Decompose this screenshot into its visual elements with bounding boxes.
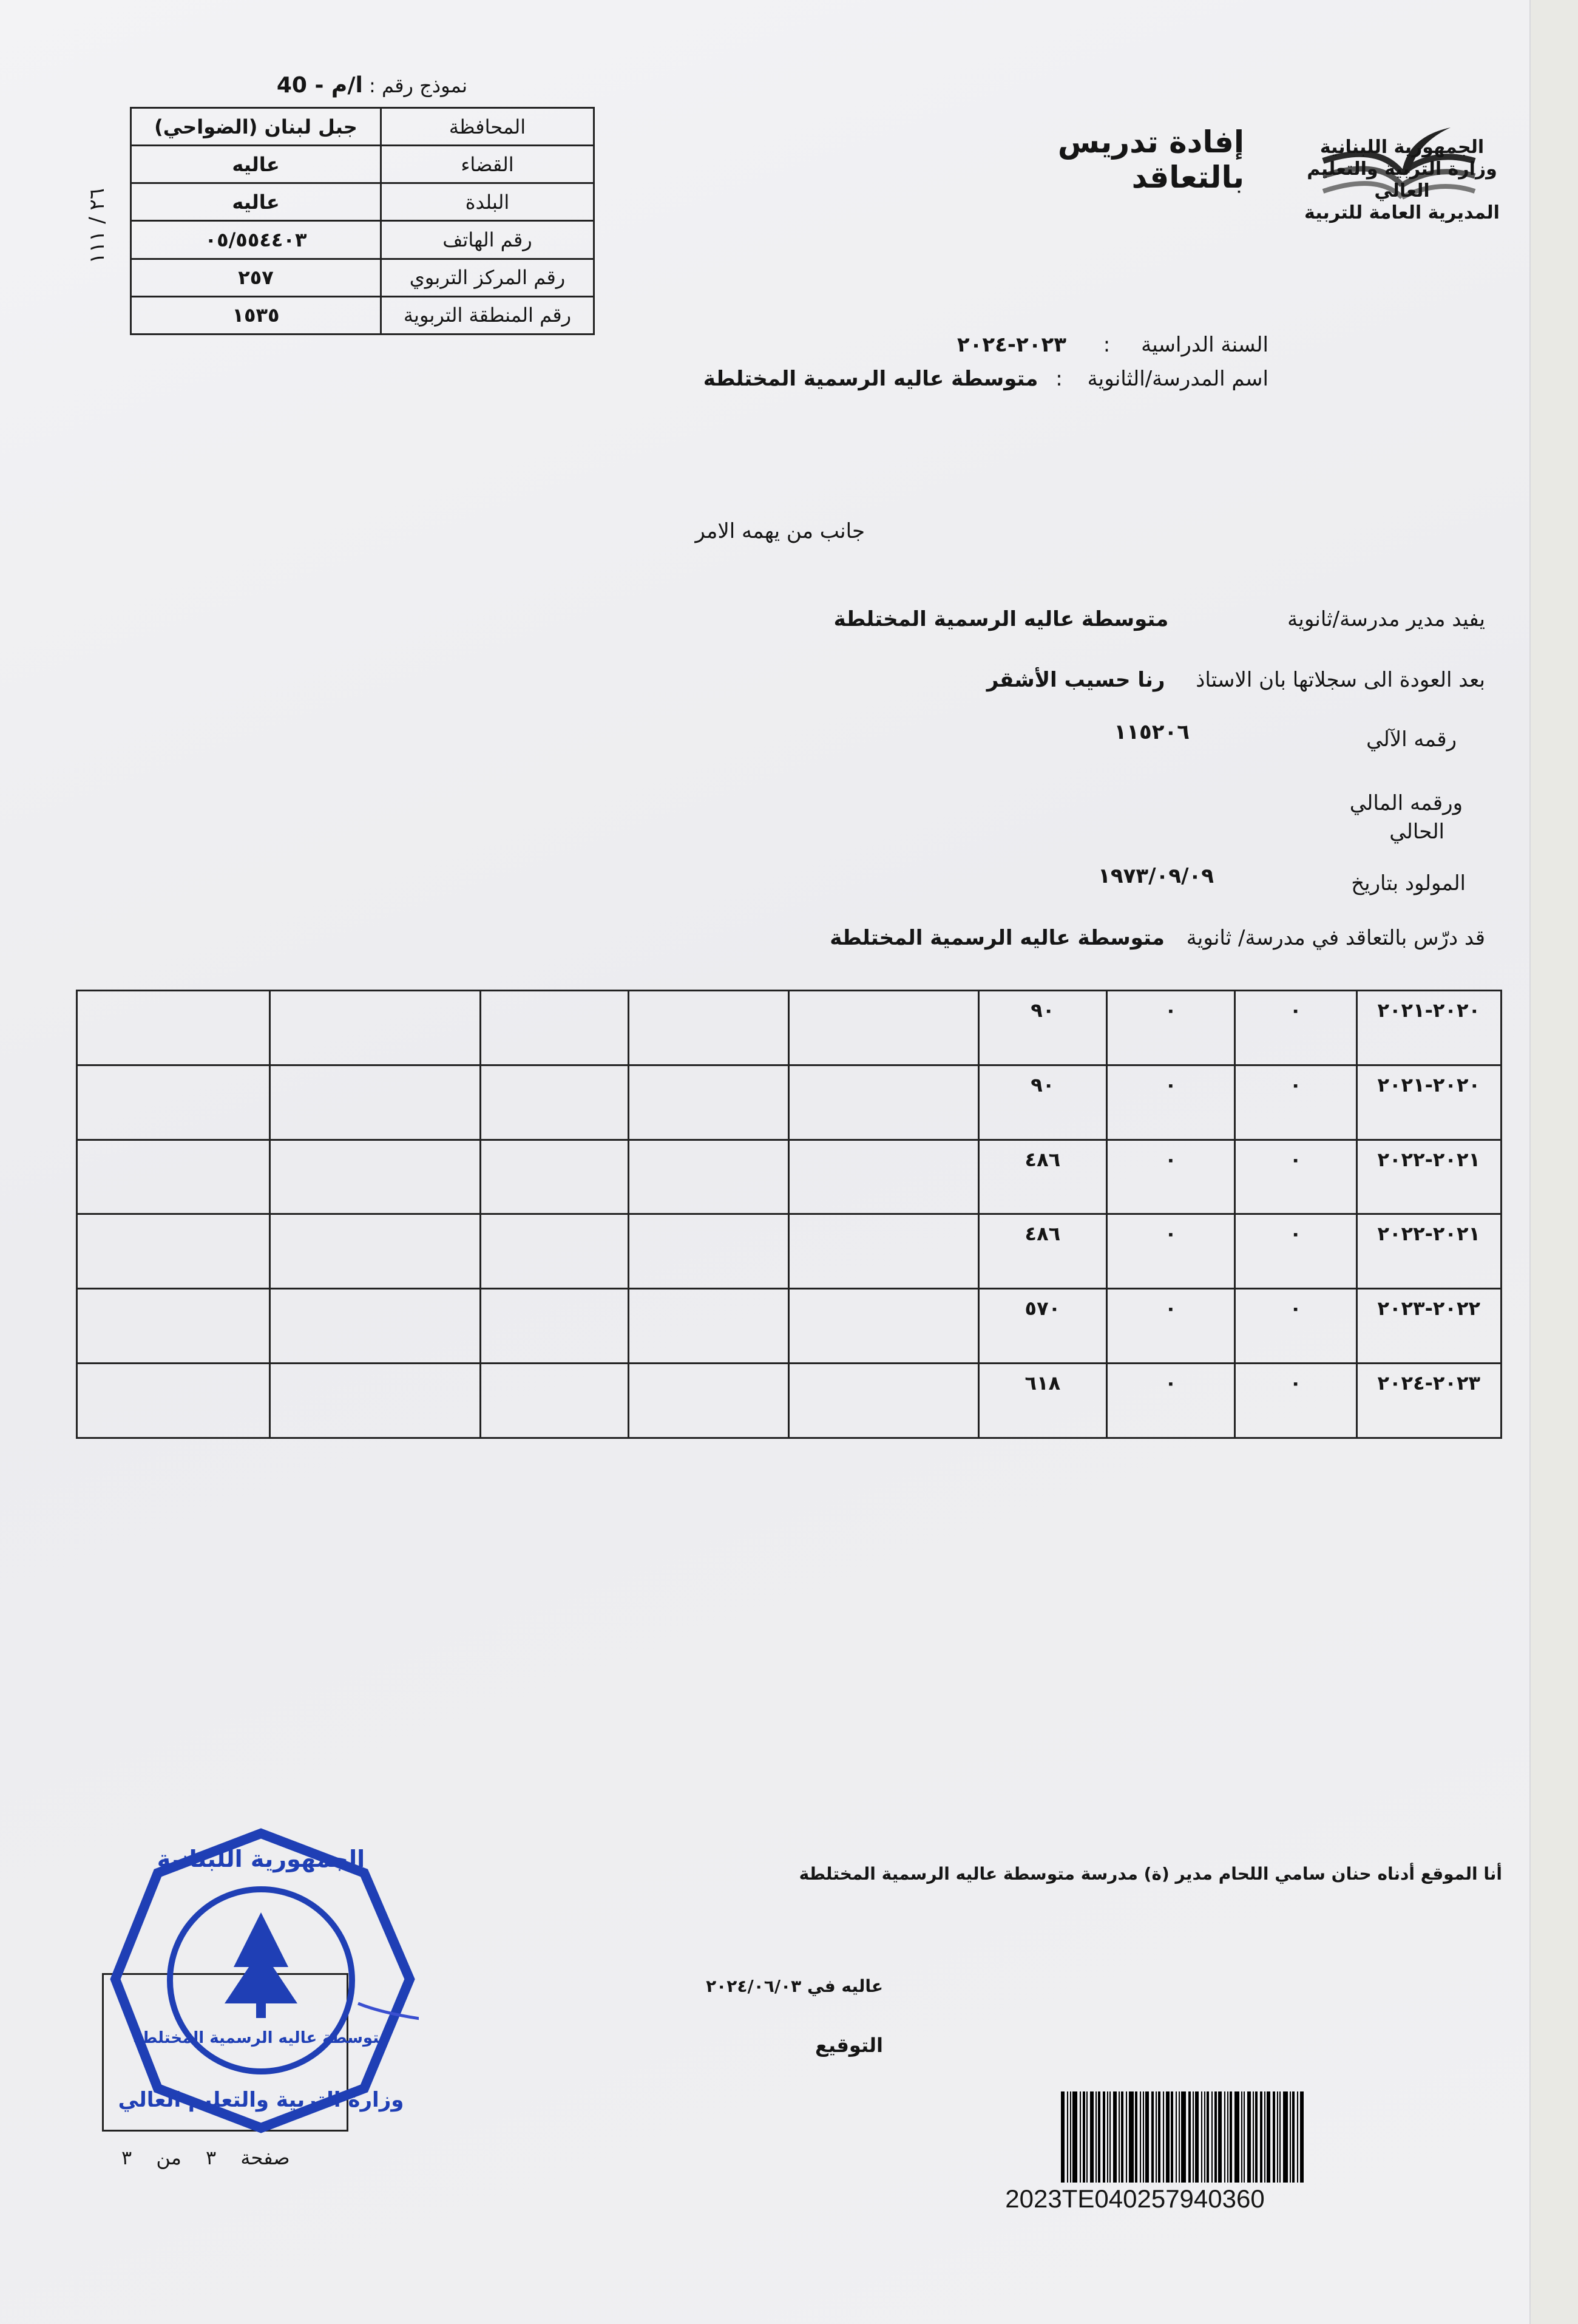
barcode-bar — [1227, 2091, 1228, 2183]
barcode-bar — [1290, 2091, 1291, 2183]
record-cell: ٠ — [1107, 1065, 1235, 1140]
record-cell: ٠ — [1107, 1214, 1235, 1289]
record-cell — [480, 991, 628, 1065]
separator: : — [1055, 367, 1063, 391]
barcode-bar — [1098, 2091, 1100, 2183]
record-year-cell: ٢٠٢٣-٢٠٢٤ — [1356, 1364, 1501, 1438]
barcode-bar — [1067, 2091, 1068, 2183]
info-value: جبل لبنان (الضواحي) — [131, 108, 381, 146]
page-number — [121, 2146, 290, 2169]
record-cell: ٩٠ — [978, 1065, 1107, 1140]
taught-school-value: متوسطة عاليه الرسمية المختلطة — [830, 926, 1165, 950]
barcode-bar — [1255, 2091, 1258, 2183]
info-table — [130, 107, 595, 335]
barcode-bar — [1090, 2091, 1094, 2183]
record-row — [77, 1214, 1502, 1289]
barcode-bar — [1119, 2091, 1120, 2183]
barcode-bar — [1179, 2091, 1180, 2183]
barcode-bar — [1129, 2091, 1134, 2183]
barcode-bar — [1171, 2091, 1173, 2183]
info-row — [131, 259, 594, 296]
record-year-cell: ٢٠٢١-٢٠٢٢ — [1356, 1140, 1501, 1214]
record-cell — [480, 1364, 628, 1438]
date-line: عاليه في ٢٠٢٤/٠٦/٠٣ — [706, 1976, 883, 1996]
record-cell: ٠ — [1234, 1214, 1356, 1289]
barcode-bar — [1158, 2091, 1160, 2183]
record-cell: ٠ — [1234, 991, 1356, 1065]
official-stamp-icon — [103, 1821, 419, 2137]
barcode-bar — [1080, 2091, 1081, 2183]
barcode-bar — [1176, 2091, 1177, 2183]
record-cell — [788, 1065, 978, 1140]
info-label: البلدة — [381, 183, 594, 221]
barcode-bar — [1273, 2091, 1275, 2183]
record-row — [77, 1364, 1502, 1438]
info-value: ٢٥٧ — [131, 259, 381, 296]
record-cell: ٠ — [1234, 1289, 1356, 1364]
document-title: إفادة تدريس بالتعاقد — [1057, 124, 1244, 195]
barcode-bar — [1283, 2091, 1288, 2183]
barcode-bar — [1218, 2091, 1222, 2183]
barcode-bar — [1086, 2091, 1088, 2183]
barcode-bar — [1140, 2091, 1141, 2183]
barcode-bar — [1267, 2091, 1270, 2183]
barcode-bar — [1260, 2091, 1262, 2183]
barcode-bar — [1195, 2091, 1199, 2183]
info-value: ٠٥/٥٥٤٤٠٣ — [131, 221, 381, 259]
addressee: جانب من يهمه الامر — [695, 519, 865, 543]
record-year-cell: ٢٠٢١-٢٠٢٢ — [1356, 1214, 1501, 1289]
info-value: عاليه — [131, 183, 381, 221]
record-row — [77, 1065, 1502, 1140]
info-row — [131, 108, 594, 146]
barcode-bar — [1103, 2091, 1105, 2183]
record-cell — [480, 1214, 628, 1289]
record-cell — [77, 1214, 270, 1289]
birth-date-label: المولود بتاريخ — [1351, 871, 1466, 895]
record-cell: ٤٨٦ — [978, 1140, 1107, 1214]
record-cell: ٠ — [1107, 1140, 1235, 1214]
info-label: رقم الهاتف — [381, 221, 594, 259]
taught-label: قد درّس بالتعاقد في مدرسة/ ثانوية — [1186, 926, 1485, 950]
info-row — [131, 221, 594, 259]
teaching-records-table — [76, 990, 1502, 1439]
stamp-top-text: الجمهورية اللبنانية — [157, 1846, 365, 1872]
principal-label: يفيد مدير مدرسة/ثانوية — [1287, 607, 1485, 631]
record-year-cell: ٢٠٢٠-٢٠٢١ — [1356, 991, 1501, 1065]
ministry-name — [1299, 137, 1505, 224]
stamp-bottom-text: وزارة التربية والتعليم العالي — [118, 2088, 404, 2112]
record-cell — [269, 1289, 480, 1364]
record-cell — [480, 1065, 628, 1140]
record-cell: ٠ — [1234, 1065, 1356, 1140]
record-year-cell: ٢٠٢٢-٢٠٢٣ — [1356, 1289, 1501, 1364]
record-cell — [269, 991, 480, 1065]
ministry-line: المديرية العامة للتربية — [1304, 202, 1500, 223]
barcode-bar — [1247, 2091, 1251, 2183]
barcode-bar — [1207, 2091, 1209, 2183]
stamp-center-text: متوسطة عاليه الرسمية المختلطة — [133, 2029, 389, 2047]
barcode-bar — [1163, 2091, 1164, 2183]
school-name — [703, 367, 1268, 391]
barcode-number: 2023TE040257940360 — [1005, 2184, 1265, 2213]
barcode-bar — [1095, 2091, 1097, 2183]
record-cell — [628, 1364, 788, 1438]
record-cell — [77, 1289, 270, 1364]
record-cell — [788, 1140, 978, 1214]
record-cell — [788, 1289, 978, 1364]
financial-number-label: ورقمه المالي — [1349, 791, 1463, 815]
record-cell — [628, 1289, 788, 1364]
barcode-bar — [1145, 2091, 1149, 2183]
auto-number-label: رقمه الآلي — [1366, 727, 1457, 752]
school-name-label: اسم المدرسة/الثانوية — [1087, 367, 1268, 391]
record-cell — [77, 991, 270, 1065]
barcode-bar — [1166, 2091, 1170, 2183]
barcode-icon — [965, 2091, 1305, 2183]
info-row — [131, 146, 594, 183]
records-grid — [76, 990, 1502, 1439]
teacher-label: بعد العودة الى سجلاتها بان الاستاذ — [1196, 668, 1485, 692]
info-label: رقم المنطقة التربوية — [381, 296, 594, 334]
ministry-line: وزارة التربية والتعليم العالي — [1307, 158, 1497, 202]
barcode-bar — [1201, 2091, 1202, 2183]
archive-note: ٢٦ / ١١١ — [85, 188, 109, 264]
barcode-bar — [1181, 2091, 1186, 2183]
barcode-bar — [1230, 2091, 1232, 2183]
barcode-bar — [1214, 2091, 1217, 2183]
barcode-bar — [1121, 2091, 1123, 2183]
teacher-statement — [987, 668, 1485, 692]
barcode-bar — [1224, 2091, 1225, 2183]
record-row — [77, 1289, 1502, 1364]
form-number — [249, 73, 467, 98]
record-cell — [269, 1364, 480, 1438]
academic-year-label: السنة الدراسية — [1141, 333, 1268, 357]
barcode-bar — [1126, 2091, 1127, 2183]
school-name-value: متوسطة عاليه الرسمية المختلطة — [703, 367, 1038, 391]
barcode-bar — [1070, 2091, 1071, 2183]
record-cell — [77, 1364, 270, 1438]
barcode-bar — [1300, 2091, 1304, 2183]
record-cell — [788, 1214, 978, 1289]
auto-number-value: ١١٥٢٠٦ — [1114, 720, 1190, 744]
barcode-bar — [1279, 2091, 1281, 2183]
record-cell — [77, 1140, 270, 1214]
ministry-line: الجمهورية اللبنانية — [1319, 137, 1485, 158]
record-cell: ٤٨٦ — [978, 1214, 1107, 1289]
info-row — [131, 296, 594, 334]
record-cell — [480, 1289, 628, 1364]
info-value: ١٥٣٥ — [131, 296, 381, 334]
academic-year — [957, 333, 1268, 357]
barcode-bar — [1188, 2091, 1191, 2183]
barcode-bar — [1072, 2091, 1077, 2183]
academic-year-value: ٢٠٢٣-٢٠٢٤ — [957, 333, 1066, 357]
record-year-cell: ٢٠٢٠-٢٠٢١ — [1356, 1065, 1501, 1140]
barcode-bar — [1193, 2091, 1194, 2183]
barcode-bar — [1264, 2091, 1265, 2183]
barcode-bar — [1083, 2091, 1085, 2183]
financial-number-label-2: الحالي — [1389, 820, 1444, 844]
barcode-bar — [1204, 2091, 1205, 2183]
barcode-bar — [1211, 2091, 1213, 2183]
info-label: رقم المركز التربوي — [381, 259, 594, 296]
info-value: عاليه — [131, 146, 381, 183]
barcode-bar — [1113, 2091, 1117, 2183]
barcode-bar — [1135, 2091, 1137, 2183]
record-cell — [788, 991, 978, 1065]
barcode-bar — [1277, 2091, 1278, 2183]
form-number-value: ا/م - 40 — [276, 73, 363, 98]
record-cell: ٠ — [1107, 1289, 1235, 1364]
declaration: أنا الموقع أدناه حنان سامي اللحام مدير (ة) مدرسة متوسطة عاليه الرسمية المختلطة — [799, 1864, 1502, 1884]
record-cell: ٦١٨ — [978, 1364, 1107, 1438]
principal-statement — [834, 607, 1485, 631]
info-row — [131, 183, 594, 221]
barcode-bar — [1107, 2091, 1108, 2183]
barcode-bar — [1156, 2091, 1157, 2183]
barcode-bar — [1109, 2091, 1111, 2183]
record-cell — [628, 1214, 788, 1289]
record-cell: ٥٧٠ — [978, 1289, 1107, 1364]
record-cell — [269, 1214, 480, 1289]
signature-label: التوقيع — [815, 2034, 883, 2057]
record-cell: ٩٠ — [978, 991, 1107, 1065]
barcode-bar — [1253, 2091, 1254, 2183]
page-current: ٣ — [206, 2146, 217, 2169]
info-label: القضاء — [381, 146, 594, 183]
record-cell — [269, 1065, 480, 1140]
form-number-label: نموذج رقم : — [368, 74, 467, 97]
record-row — [77, 1140, 1502, 1214]
teacher-name-value: رنا حسيب الأشقر — [986, 668, 1165, 692]
record-cell — [628, 1065, 788, 1140]
record-cell — [628, 1140, 788, 1214]
page-of: من — [156, 2146, 181, 2169]
record-cell — [269, 1140, 480, 1214]
barcode-bar — [1151, 2091, 1154, 2183]
record-cell: ٠ — [1107, 991, 1235, 1065]
record-cell — [628, 991, 788, 1065]
record-cell: ٠ — [1107, 1364, 1235, 1438]
barcode-bar — [1061, 2091, 1065, 2183]
barcode-bar — [1143, 2091, 1144, 2183]
record-cell — [77, 1065, 270, 1140]
record-cell: ٠ — [1234, 1364, 1356, 1438]
principal-school-value: متوسطة عاليه الرسمية المختلطة — [833, 607, 1169, 631]
record-cell: ٠ — [1234, 1140, 1356, 1214]
page-total: ٣ — [121, 2146, 132, 2169]
page-label: صفحة — [240, 2146, 290, 2169]
barcode-bar — [1244, 2091, 1245, 2183]
record-cell — [480, 1140, 628, 1214]
record-cell — [788, 1364, 978, 1438]
record-row — [77, 991, 1502, 1065]
barcode-bar — [1241, 2091, 1242, 2183]
birth-date-value: ١٩٧٣/٠٩/٠٩ — [1098, 864, 1214, 888]
barcode-bar — [1234, 2091, 1239, 2183]
barcode-bar — [1292, 2091, 1295, 2183]
separator: : — [1103, 333, 1111, 357]
info-label: المحافظة — [381, 108, 594, 146]
barcode-bar — [1297, 2091, 1298, 2183]
taught-statement — [830, 926, 1485, 950]
